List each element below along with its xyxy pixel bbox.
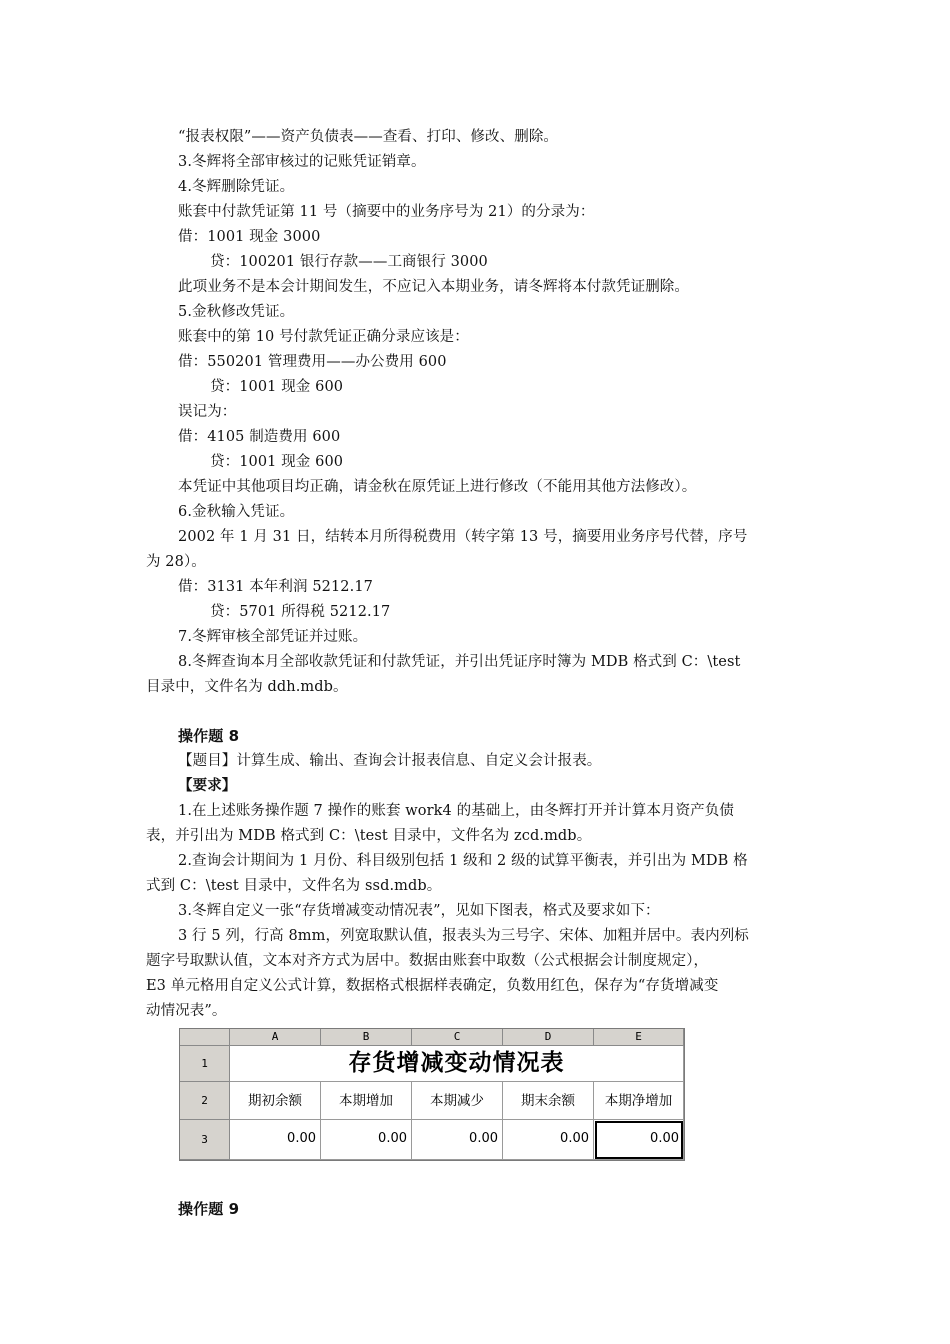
text-line: 7.冬辉审核全部凭证并过账。	[178, 629, 368, 645]
text-line: 贷：1001 现金 600	[210, 379, 344, 395]
text-line: 误记为：	[178, 404, 237, 420]
text-line: 为 28）。	[146, 554, 206, 570]
text-line: 账套中的第 10 号付款凭证正确分录应该是：	[178, 329, 469, 345]
text-line: 借：550201 管理费用——办公费用 600	[178, 354, 447, 370]
text-line: 2.查询会计期间为 1 月份、科目级别包括 1 级和 2 级的试算平衡表，并引出为 MDB 格	[178, 853, 748, 869]
selected-value-cell-e3[interactable]: 0.00	[594, 1120, 684, 1160]
sheet-corner	[180, 1029, 230, 1046]
row-header-2[interactable]: 2	[180, 1082, 230, 1120]
value-cell[interactable]: 0.00	[230, 1120, 321, 1160]
topic-line: 【题目】计算生成、输出、查询会计报表信息、自定义会计报表。	[178, 753, 602, 769]
text-line: 此项业务不是本会计期间发生，不应记入本期业务，请冬辉将本付款凭证删除。	[178, 279, 689, 295]
text-line: 8.冬辉查询本月全部收款凭证和付款凭证，并引出凭证序时簿为 MDB 格式到 C：\test	[178, 654, 741, 670]
row-header-1[interactable]: 1	[180, 1046, 230, 1082]
column-header-d[interactable]: D	[503, 1029, 594, 1046]
text-line: 本凭证中其他项目均正确，请金秋在原凭证上进行修改（不能用其他方法修改）。	[178, 479, 697, 495]
text-line: “报表权限”——资产负债表——查看、打印、修改、删除。	[178, 129, 559, 145]
text-line: 式到 C：\test 目录中，文件名为 ssd.mdb。	[146, 878, 442, 894]
column-title-cell[interactable]: 本期净增加	[594, 1082, 684, 1120]
text-line: 3.冬辉将全部审核过的记账凭证销章。	[178, 154, 426, 170]
text-line: 1.在上述账务操作题 7 操作的账套 work4 的基础上，由冬辉打开并计算本月资产负债	[178, 803, 734, 819]
text-line: 借：1001 现金 3000	[178, 229, 321, 245]
text-line: 3 行 5 列，行高 8mm，列宽取默认值，报表头为三号字、宋体、加粗并居中。表内列标	[178, 928, 749, 944]
text-line: 3.冬辉自定义一张“存货增减变动情况表”，见如下图表，格式及要求如下：	[178, 903, 660, 919]
column-title-cell[interactable]: 本期减少	[412, 1082, 503, 1120]
text-line: 账套中付款凭证第 11 号（摘要中的业务序号为 21）的分录为：	[178, 204, 595, 220]
column-title-cell[interactable]: 本期增加	[321, 1082, 412, 1120]
value-cell[interactable]: 0.00	[321, 1120, 412, 1160]
text-line: 目录中，文件名为 ddh.mdb。	[146, 679, 348, 695]
column-header-a[interactable]: A	[230, 1029, 321, 1046]
row-header-3[interactable]: 3	[180, 1120, 230, 1160]
report-sheet	[179, 1028, 685, 1161]
text-line: 表，并引出为 MDB 格式到 C：\test 目录中，文件名为 zcd.mdb。	[146, 828, 592, 844]
column-title-cell[interactable]: 期初余额	[230, 1082, 321, 1120]
text-line: 借：3131 本年利润 5212.17	[178, 579, 373, 595]
text-line: 2002 年 1 月 31 日，结转本月所得税费用（转字第 13 号，摘要用业务序号代替，序号	[178, 529, 748, 545]
column-header-e[interactable]: E	[594, 1029, 684, 1046]
requirement-label: 【要求】	[178, 777, 237, 794]
column-header-c[interactable]: C	[412, 1029, 503, 1046]
text-line: 5.金秋修改凭证。	[178, 304, 295, 320]
section-heading-9: 操作题 9	[178, 1200, 240, 1218]
text-line: 贷：1001 现金 600	[210, 454, 344, 470]
text-line: 贷：100201 银行存款——工商银行 3000	[210, 254, 488, 270]
text-line: 题字号取默认值，文本对齐方式为居中。数据由账套中取数（公式根据会计制度规定），	[146, 953, 709, 969]
value-cell[interactable]: 0.00	[503, 1120, 594, 1160]
column-title-cell[interactable]: 期末余额	[503, 1082, 594, 1120]
report-title-cell[interactable]: 存货增减变动情况表	[230, 1046, 684, 1082]
text-line: E3 单元格用自定义公式计算，数据格式根据样表确定，负数用红色，保存为“存货增减变	[146, 978, 719, 994]
text-line: 借：4105 制造费用 600	[178, 429, 341, 445]
value-cell[interactable]: 0.00	[412, 1120, 503, 1160]
column-header-b[interactable]: B	[321, 1029, 412, 1046]
section-heading-8: 操作题 8	[178, 727, 240, 745]
text-line: 贷：5701 所得税 5212.17	[210, 604, 391, 620]
text-line: 6.金秋输入凭证。	[178, 504, 295, 520]
text-line: 4.冬辉删除凭证。	[178, 179, 295, 195]
text-line: 动情况表”。	[146, 1003, 227, 1019]
